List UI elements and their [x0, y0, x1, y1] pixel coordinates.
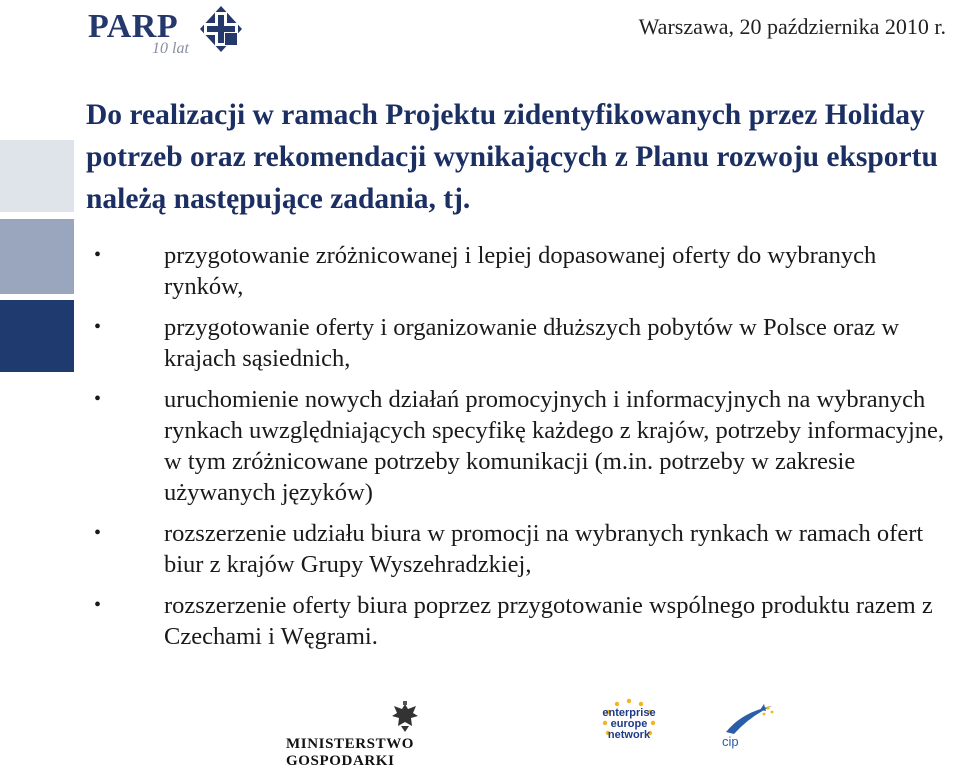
bullet-icon: • [94, 594, 102, 616]
side-block-mid [0, 219, 74, 294]
cip-logo-text: cip [722, 734, 739, 749]
list-item-text: rozszerzenie udziału biura w promocji na wybranych rynkach w ramach ofert biur z krajów Grupy Wyszehradzkiej, [164, 520, 924, 578]
bullet-icon: • [94, 388, 102, 410]
bullet-icon: • [94, 522, 102, 544]
een-logo [596, 698, 662, 752]
task-list [92, 240, 958, 662]
parp-logo-text: PARP [88, 8, 179, 45]
cip-logo [720, 702, 780, 752]
side-block-light [0, 140, 74, 212]
list-item [92, 312, 958, 374]
bullet-icon: • [94, 244, 102, 266]
parp-diamond-icon [198, 4, 244, 54]
list-item [92, 240, 958, 302]
list-item [92, 384, 958, 508]
list-item-text: przygotowanie oferty i organizowanie dłuższych pobytów w Polsce oraz w krajach sąsiednich, [164, 314, 900, 372]
parp-logo [88, 4, 248, 62]
eagle-emblem-icon [390, 700, 420, 734]
list-item [92, 590, 958, 652]
list-item-text: rozszerzenie oferty biura poprzez przygotowanie wspólnego produktu razem z Czechami i Węgrami. [164, 592, 933, 650]
list-item-text: przygotowanie zróżnicowanej i lepiej dopasowanej oferty do wybranych rynków, [164, 242, 877, 300]
parp-logo-subtext: 10 lat [152, 40, 189, 57]
list-item [92, 518, 958, 580]
ministry-logo [286, 700, 526, 769]
document-date: Warszawa, 20 października 2010 r. [638, 14, 946, 39]
slide-title: Do realizacji w ramach Projektu zidentyfikowanych przez Holiday potrzeb oraz rekomendacji wynikających z Planu rozwoju eksportu należą następujące zadania, tj. [86, 99, 938, 215]
side-block-dark [0, 300, 74, 372]
ministry-name: MINISTERSTWO GOSPODARKI [286, 736, 415, 769]
een-logo-text: enterprise europe network [602, 707, 656, 741]
bullet-icon: • [94, 316, 102, 338]
swoosh-icon [720, 702, 780, 736]
list-item-text: uruchomienie nowych działań promocyjnych i informacyjnych na wybranych rynkach uwzględniających specyfikę każdego z krajów, potrzeby informacyjne, w tym zróżnicowane potrzeby komunikacji (m.in. potrzeby w zakresie używanych języków) [164, 386, 945, 506]
